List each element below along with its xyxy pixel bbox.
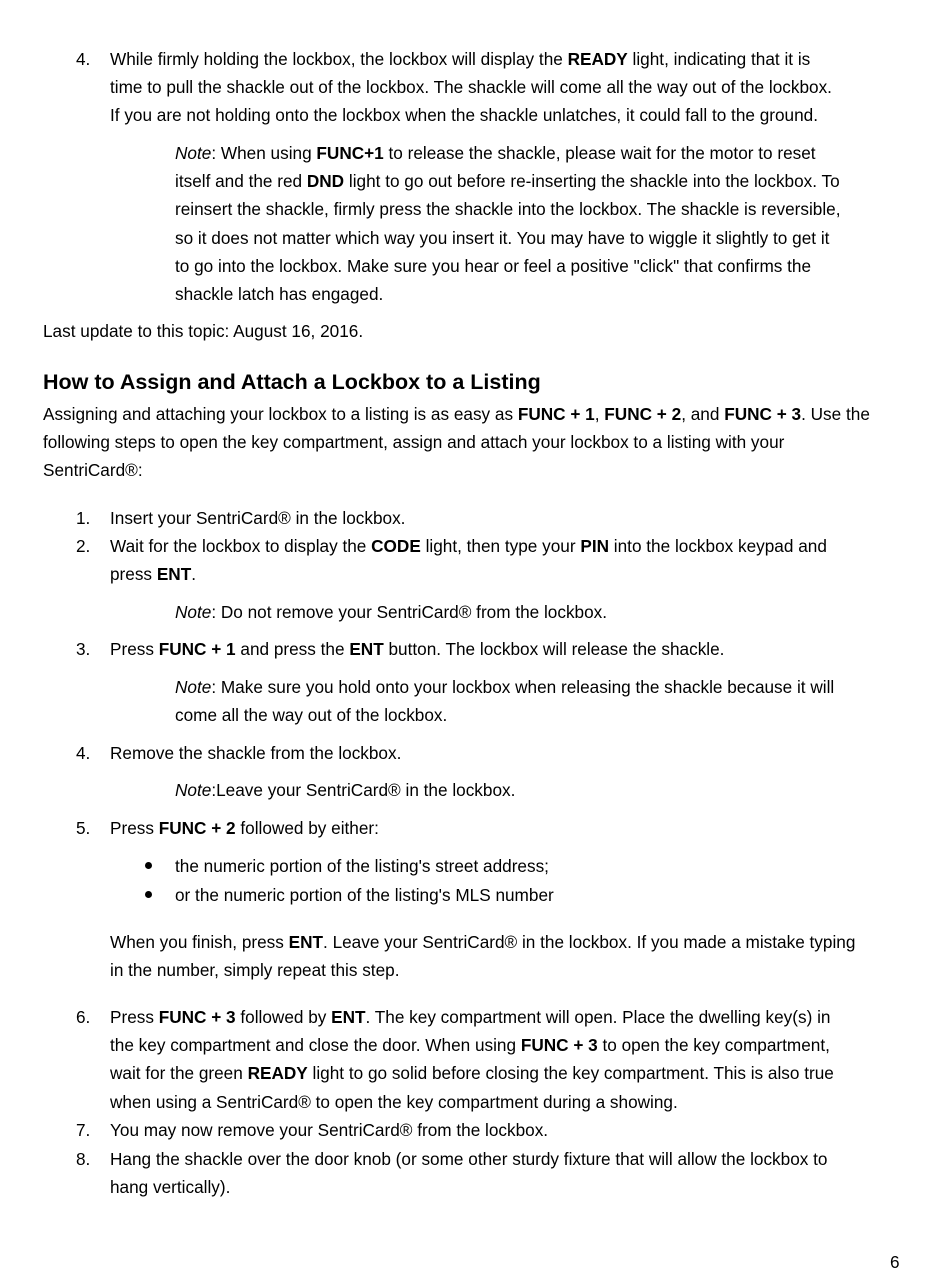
text-line: following steps to open the key compartment, assign and attach your lockbox to a listing with your — [43, 432, 785, 452]
text-line: time to pull the shackle out of the lockbox. The shackle will come all the way out of the lockbox. — [110, 77, 832, 97]
bold-term: FUNC + 3 — [158, 1007, 236, 1027]
bold-term: ENT — [288, 932, 324, 952]
bullet-marker — [145, 891, 152, 898]
step-followup-text: When you finish, press ENT. Leave your SentriCard® in the lockbox. If you made a mistake typing — [110, 932, 856, 952]
step-text: Insert your SentriCard® in the lockbox. — [110, 508, 406, 528]
text-line: Assigning and attaching your lockbox to a listing is as easy as FUNC + 1, FUNC + 2, and FUNC + 3. Use the — [43, 404, 870, 424]
text-line: to go into the lockbox. Make sure you hear or feel a positive "click" that confirms the — [175, 256, 812, 276]
step-text: Hang the shackle over the door knob (or some other sturdy fixture that will allow the lockbox to — [110, 1149, 828, 1169]
note-text: Note:Leave your SentriCard® in the lockbox. — [175, 780, 516, 800]
text-line: itself and the red DND light to go out before re-inserting the shackle into the lockbox. To — [175, 171, 840, 191]
last-update-text: Last update to this topic: August 16, 2016. — [43, 321, 364, 341]
bold-term: FUNC + 2 — [604, 404, 682, 424]
text-line: While firmly holding the lockbox, the lockbox will display the READY light, indicating that it is — [110, 49, 811, 69]
italic-term: Note — [175, 602, 212, 622]
bold-term: ENT — [331, 1007, 366, 1027]
bold-term: DND — [306, 171, 345, 191]
note-text: come all the way out of the lockbox. — [175, 705, 448, 725]
list-number: 4. — [76, 49, 91, 69]
bold-term: FUNC + 1 — [158, 639, 236, 659]
bold-term: PIN — [580, 536, 610, 556]
step-text: Press FUNC + 2 followed by either: — [110, 818, 379, 838]
text-line: Note: When using FUNC+1 to release the shackle, please wait for the motor to reset — [175, 143, 816, 163]
bold-term: FUNC+1 — [316, 143, 384, 163]
list-number: 7. — [76, 1120, 91, 1140]
text-line: reinsert the shackle, firmly press the shackle into the lockbox. The shackle is reversible, — [175, 199, 841, 219]
step-text: press ENT. — [110, 564, 196, 584]
step-text: Remove the shackle from the lockbox. — [110, 743, 402, 763]
bold-term: FUNC + 1 — [517, 404, 595, 424]
step-text: wait for the green READY light to go solid before closing the key compartment. This is also true — [110, 1063, 834, 1083]
note-text: Note: Make sure you hold onto your lockbox when releasing the shackle because it will — [175, 677, 835, 697]
list-number: 3. — [76, 639, 91, 659]
text-line: SentriCard®: — [43, 460, 143, 480]
list-number: 4. — [76, 743, 91, 763]
bold-term: ENT — [349, 639, 384, 659]
step-text: when using a SentriCard® to open the key compartment during a showing. — [110, 1092, 678, 1112]
list-number: 1. — [76, 508, 91, 528]
text-line: so it does not matter which way you insert it. You may have to wiggle it slightly to get it — [175, 228, 830, 248]
italic-term: Note — [175, 780, 212, 800]
note-text: Note: Do not remove your SentriCard® from the lockbox. — [175, 602, 608, 622]
italic-term: Note — [175, 677, 212, 697]
bold-term: ENT — [156, 564, 192, 584]
list-number: 5. — [76, 818, 91, 838]
step-text: Wait for the lockbox to display the CODE light, then type your PIN into the lockbox keypad and — [110, 536, 827, 556]
bullet-marker — [145, 862, 152, 869]
step-text: You may now remove your SentriCard® from the lockbox. — [110, 1120, 549, 1140]
step-text: Press FUNC + 3 followed by ENT. The key compartment will open. Place the dwelling key(s) in — [110, 1007, 831, 1027]
step-followup-text: in the number, simply repeat this step. — [110, 960, 400, 980]
list-number: 8. — [76, 1149, 91, 1169]
bold-term: CODE — [371, 536, 421, 556]
bold-term: FUNC + 3 — [520, 1035, 598, 1055]
section-heading: How to Assign and Attach a Lockbox to a Listing — [43, 370, 541, 394]
step-text: Press FUNC + 1 and press the ENT button. The lockbox will release the shackle. — [110, 639, 725, 659]
step-text: hang vertically). — [110, 1177, 231, 1197]
bold-term: READY — [567, 49, 628, 69]
bold-term: FUNC + 3 — [724, 404, 802, 424]
list-number: 6. — [76, 1007, 91, 1027]
bold-term: READY — [247, 1063, 308, 1083]
text-line: shackle latch has engaged. — [175, 284, 384, 304]
bold-term: FUNC + 2 — [158, 818, 236, 838]
step-text: the key compartment and close the door. When using FUNC + 3 to open the key compartment, — [110, 1035, 830, 1055]
text-line: If you are not holding onto the lockbox when the shackle unlatches, it could fall to the ground. — [110, 105, 819, 125]
list-number: 2. — [76, 536, 91, 556]
italic-term: Note — [175, 143, 212, 163]
bullet-item: the numeric portion of the listing's street address; — [175, 856, 549, 876]
bullet-item: or the numeric portion of the listing's MLS number — [175, 885, 554, 905]
page-number: 6 — [890, 1252, 900, 1272]
